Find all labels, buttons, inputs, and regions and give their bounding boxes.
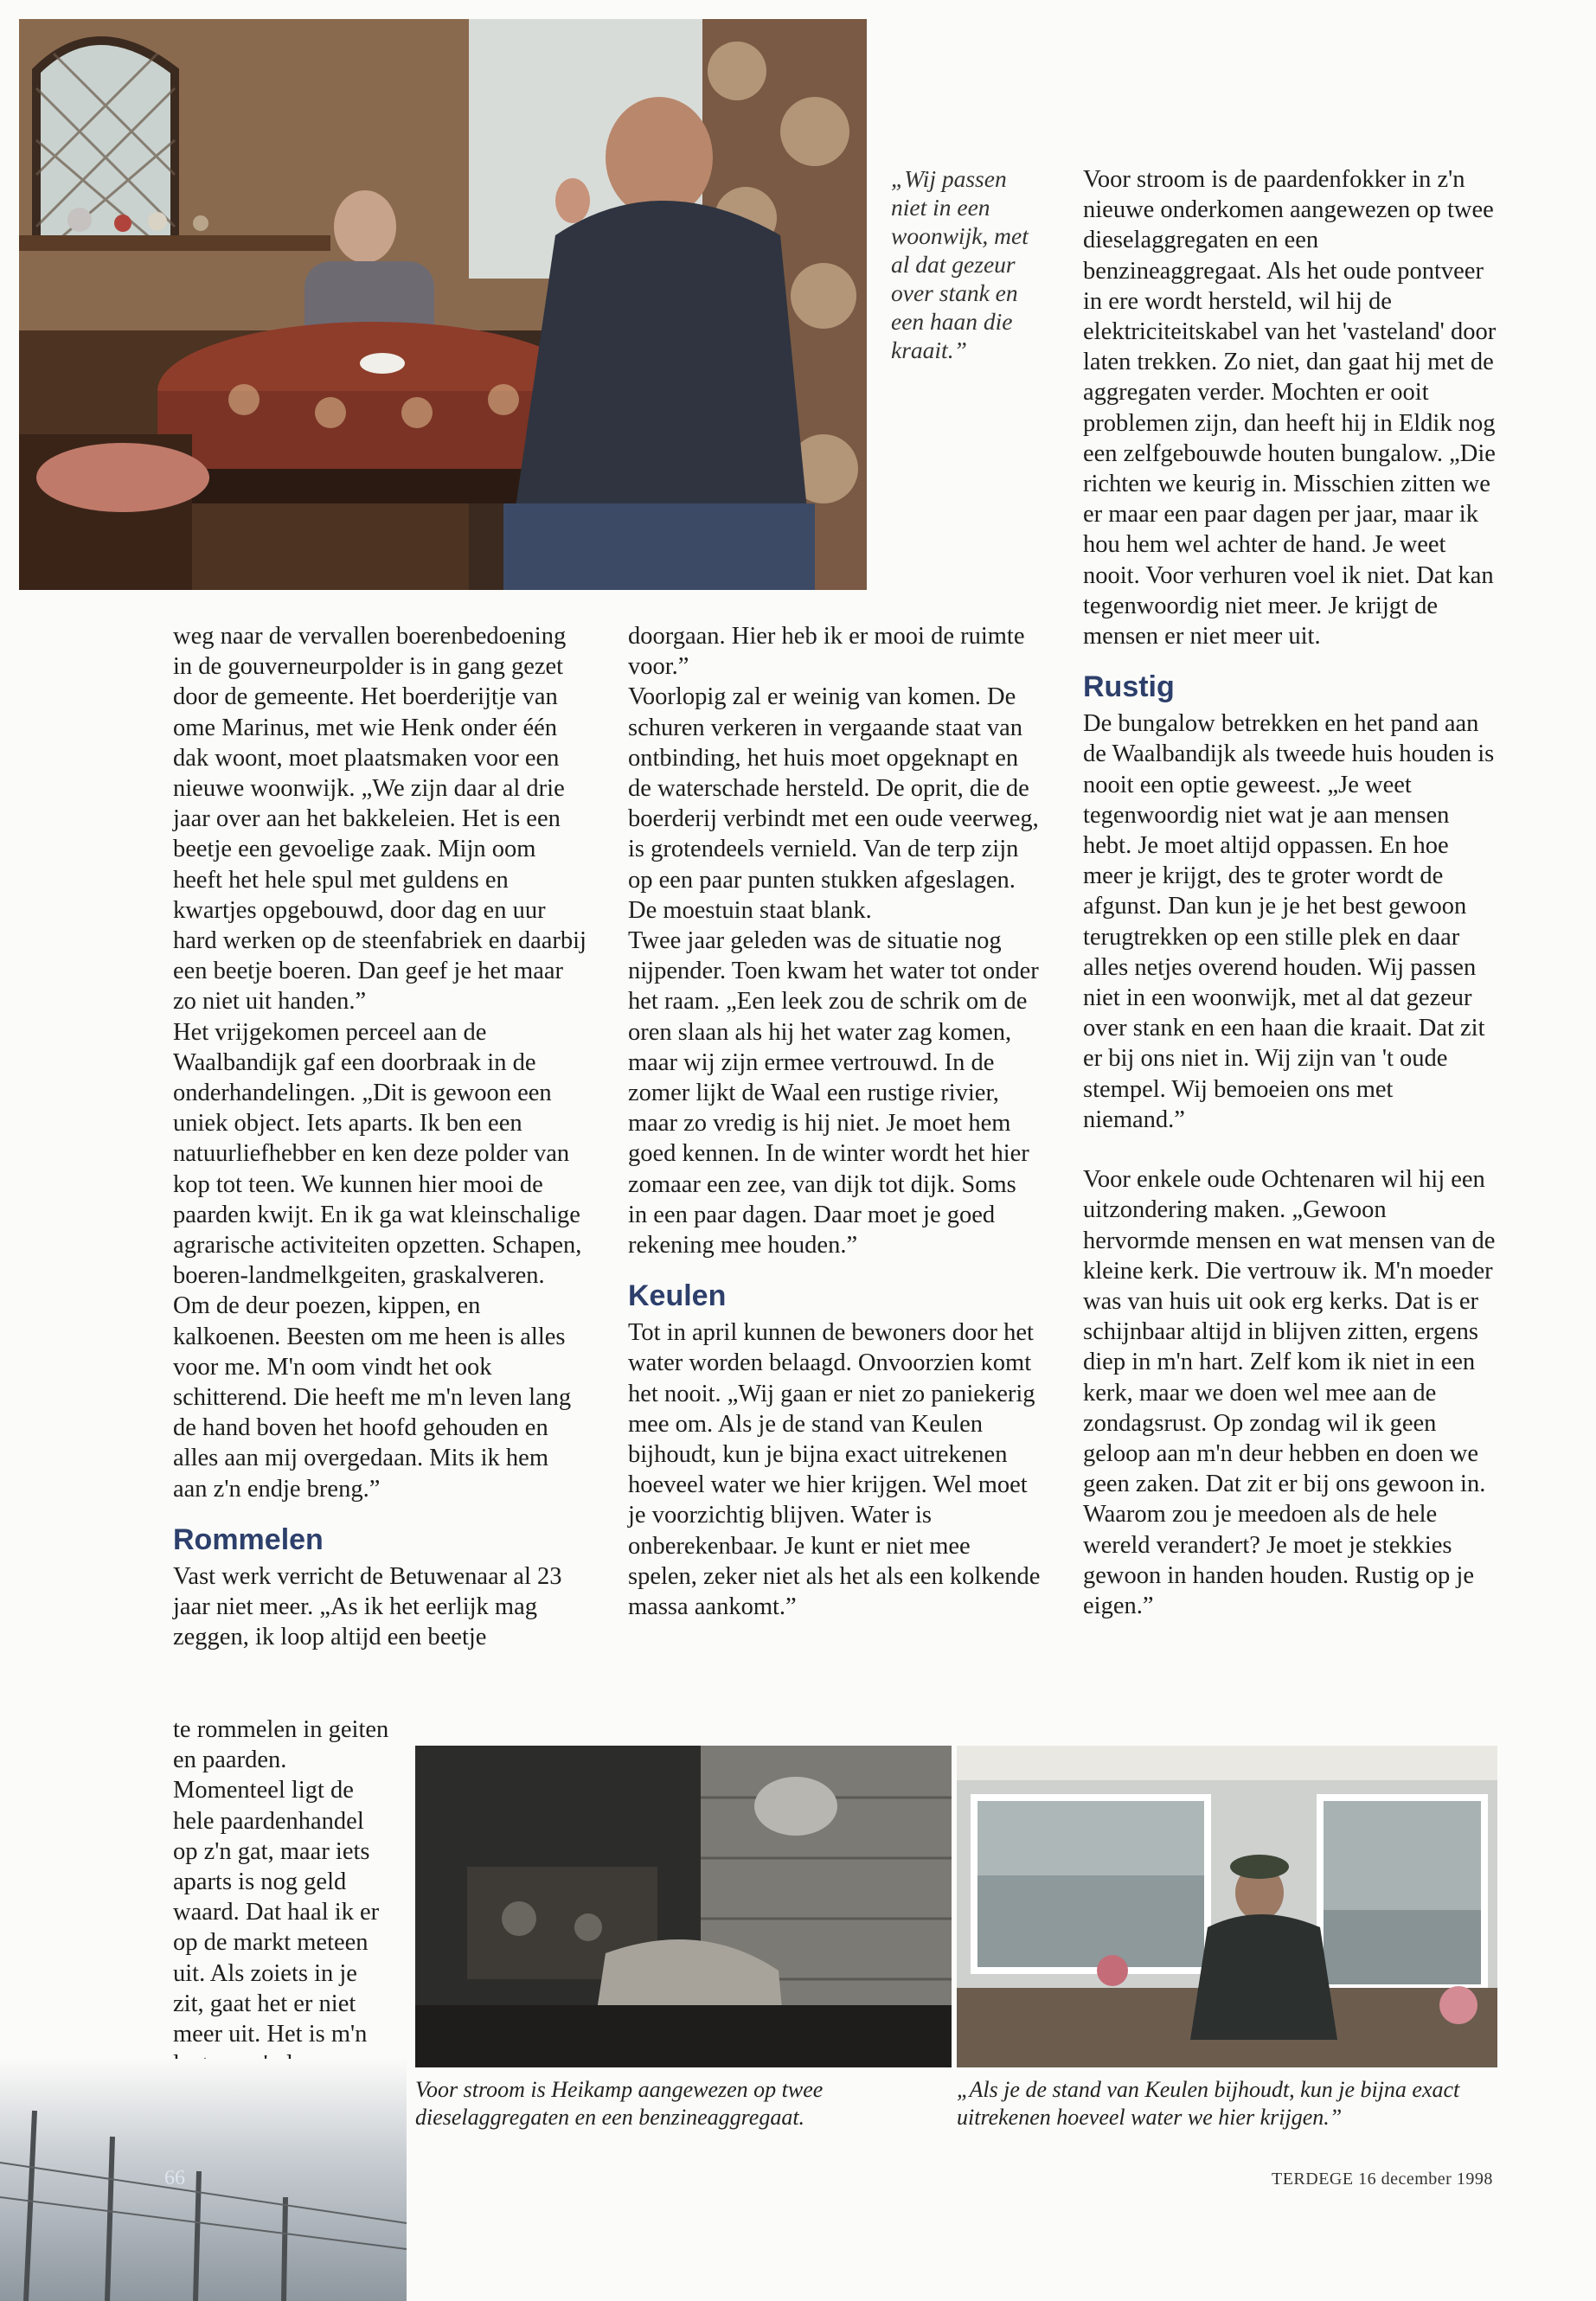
page-number: 66 bbox=[164, 2167, 185, 2189]
col3-paragraph-1: Voor stroom is de paardenfokker in z'n nieuwe onderkomen aangewezen op twee dieselaggregaten en een benzineaggregaat. Als het oude pontveer in ere wordt hersteld, wil hij de elektriciteitskabel van het 'vasteland' door laten trekken. Zo niet, dan gaat hij met de aggregaten verder. Mochten er ooit problemen zijn, dan heeft hij in Eldik nog een zelfgebouwde houten bungalow. „Die richten we keurig in. Misschien zitten we er maar een paar dagen per jaar, maar ik hou hem wel achter de hand. Je weet nooit. Voor verhuren voel ik niet. Dat kan tegenwoordig niet meer. Je krijgt de mensen er niet meer uit. bbox=[1083, 166, 1497, 651]
photo-river-window-image bbox=[957, 1746, 1497, 2067]
photo-fence-landscape-image bbox=[0, 2059, 407, 2301]
col1-paragraph-1: weg naar de vervallen boerenbedoening in de gouverneurpolder is in gang gezet door de gemeente. Het boerderijtje van ome Marinus, met wie Henk onder één dak woont, moet plaatsmaken voor een nieuwe woonwijk. „We zijn daar al drie jaar over aan het bakkeleien. Het is een beetje een gevoelige zaak. Mijn oom heeft het hele spul met guldens en kwartjes opgebouwd, door dag en uur hard werken op de steenfabriek en daarbij een beetje boeren. Dan geef je het maar zo niet uit handen.” bbox=[173, 623, 586, 1016]
caption-river-window: „Als je de stand van Keulen bijhoudt, kun je bijna exact uitrekenen hoeveel water we hier krijgen.” bbox=[957, 2077, 1460, 2130]
column-middle bbox=[628, 621, 1042, 1622]
col2-paragraph-4: Tot in april kunnen de bewoners door het water worden belaagd. Onvoorzien komt het nooit. „Wij gaan er niet zo paniekerig mee om. Als je de stand van Keulen bijhoudt, kun je bijna exact uitrekenen hoeveel water we hier krijgen. Wel moet je voorzichtig blijven. Water is onberekenbaar. Je kunt er niet mee spelen, zeker niet als het als een kolkende massa aankomt.” bbox=[628, 1319, 1041, 1621]
col2-paragraph-1: doorgaan. Hier heb ik er mooi de ruimte voor.” bbox=[628, 623, 1025, 681]
photo-fence-landscape bbox=[0, 2059, 407, 2301]
pull-quote: „Wij passen niet in een woonwijk, met al dat gezeur over stank en een haan die kraait.” bbox=[891, 165, 1029, 363]
photo-interior-table bbox=[19, 19, 867, 590]
photo-generators-image bbox=[415, 1746, 952, 2067]
col3-paragraph-2: De bungalow betrekken en het pand aan de Waalbandijk als tweede huis houden is nooit een optie geweest. „Je weet tegenwoordig niet wat je aan mensen hebt. Je moet altijd oppassen. En hoe meer je krijgt, des te groter wordt de afgunst. Dan kun je je het best gewoon terugtrekken op een stille plek en daar alles netjes overend houden. Wij passen niet in een woonwijk, met al dat gezeur over stank en een haan die kraait. Dat zit er bij ons niet in. Wij zijn van 't oude stempel. Wij bemoeien ons met niemand.” bbox=[1083, 710, 1495, 1133]
heading-rommelen: Rommelen bbox=[173, 1522, 324, 1556]
col3-paragraph-3: Voor enkele oude Ochtenaren wil hij een uitzondering maken. „Gewoon hervormde mensen en wat mensen van de kleine kerk. Die vertrouw ik. M'n moeder was van huis uit ook erg kerks. Dat is er schijnbaar altijd in blijven zitten, ergens diep in m'n hart. Zelf kom ik niet in een kerk, maar we doen wel mee aan de zondagsrust. Op zondag wil ik geen geloop aan m'n deur hebben en doen we geen zaken. Dat zit er bij ons gewoon in. Waarom zou je meedoen als de hele wereld verandert? Je moet je stekkies gewoon in handen houden. Rustig op je eigen.” bbox=[1083, 1166, 1496, 1619]
heading-keulen: Keulen bbox=[628, 1279, 727, 1313]
col1-paragraph-3: Vast werk verricht de Betuwenaar al 23 jaar niet meer. „As ik het eerlijk mag zeggen, ik loop altijd een beetje bbox=[173, 1562, 562, 1651]
footer-publication: TERDEGE 16 december 1998 bbox=[1272, 2170, 1493, 2189]
photo-generators bbox=[415, 1746, 952, 2067]
col2-paragraph-2: Voorlopig zal er weinig van komen. De schuren verkeren in vergaande staat van ontbinding, het huis moet opgeknapt en de waterschade hersteld. De oprit, die de boerderij verbindt met een oude veerweg, is grotendeels vernield. Van de terp zijn op een paar punten stukken afgeslagen. De moestuin staat blank. bbox=[628, 683, 1039, 924]
heading-rustig: Rustig bbox=[1083, 670, 1175, 704]
photo-interior-image bbox=[19, 19, 867, 590]
caption-generators: Voor stroom is Heikamp aangewezen op twee dieselaggregaten en een benzineaggregaat. bbox=[415, 2077, 824, 2130]
photo-river-window bbox=[957, 1746, 1497, 2067]
column-right bbox=[1083, 164, 1498, 1621]
col1-paragraph-2: Het vrijgekomen perceel aan de Waalbandijk gaf een doorbraak in de onderhandelingen. „Dit is gewoon een uniek object. Iets aparts. Ik ben een natuurliefhebber en ken deze polder van kop tot teen. We kunnen hier mooi de paarden kwijt. En ik ga wat kleinschalige agrarische activiteiten opzetten. Schapen, boeren-landmelkgeiten, graskalveren. Om de deur poezen, kippen, en kalkoenen. Beesten om me heen is alles voor me. M'n oom vindt het ook schitterend. Die heeft me m'n leven lang de hand boven het hoofd gehouden en alles aan mij overgedaan. Mits ik hem aan z'n endje breng.” bbox=[173, 1018, 582, 1503]
col1-paragraph-3-continued: te rommelen in geiten en paarden. Momenteel ligt de hele paardenhandel op z'n gat, maar iets aparts is nog geld waard. Dat haal ik er op de markt meteen uit. Als zoiets in je zit, gaat het er niet meer uit. Het is m'n bbox=[173, 1716, 389, 2048]
column-left bbox=[173, 621, 586, 1653]
col2-paragraph-3: Twee jaar geleden was de situatie nog nijpender. Toen kwam het water tot onder het raam. „Een leek zou de schrik om de oren slaan als hij het water zag komen, maar wij zijn ermee vertrouwd. In de zomer lijkt de Waal een rustige rivier, maar zo vredig is hij niet. Je moet hem goed kennen. In de winter wordt het hier zomaar een zee, van dijk tot dijk. Soms in een paar dagen. Daar moet je goed rekening mee houden.” bbox=[628, 927, 1039, 1259]
